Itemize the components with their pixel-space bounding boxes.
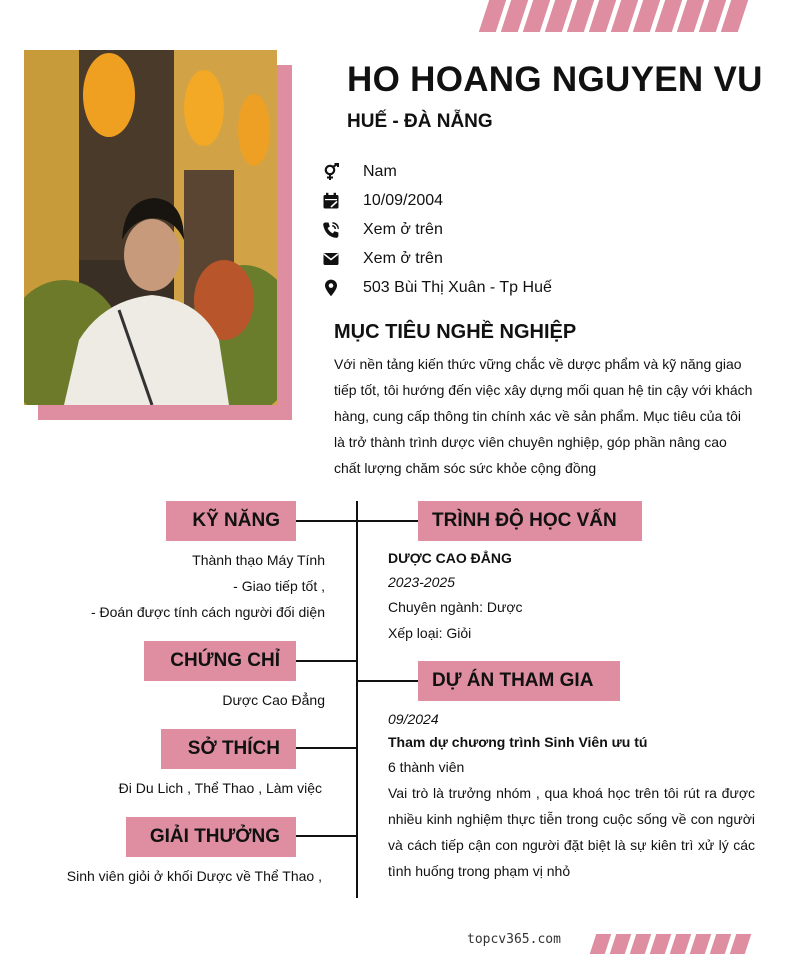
certificate-item: Dược Cao Đẳng — [222, 692, 325, 708]
candidate-name: HO HOANG NGUYEN VU — [347, 60, 763, 99]
education-school: DƯỢC CAO ĐẲNG — [388, 550, 512, 566]
skill-item: Thành thạo Máy Tính — [192, 552, 325, 568]
awards-heading — [126, 817, 296, 857]
project-team: 6 thành viên — [388, 759, 465, 775]
objective-text: Với nền tảng kiến thức vững chắc về dược phẩm và kỹ năng giao tiếp tốt, tôi hướng đến việc xây dựng mối quan hệ tin cậy với khách hàng, cung cấp thông tin chính xác về sản phẩm. Mục tiêu của tôi là trở thành trình dược viên chuyên nghiệp, góp phần nâng cao chất lượng chăm sóc sức khỏe cộng đồng — [334, 356, 753, 476]
education-title: TRÌNH ĐỘ HỌC VẤN — [432, 510, 617, 531]
awards-title: GIẢI THƯỞNG — [149, 826, 280, 847]
connector-education — [357, 520, 418, 522]
info-gender — [322, 161, 397, 183]
connector-hobbies — [296, 747, 357, 749]
envelope-icon — [322, 250, 340, 268]
info-birthdate — [322, 190, 443, 212]
timeline-vertical-line — [356, 501, 358, 898]
info-address — [322, 277, 552, 299]
certificates-heading — [144, 641, 296, 681]
gender-text: Nam — [363, 163, 397, 180]
info-phone — [322, 219, 443, 241]
award-item: Sinh viên giỏi ở khối Dược về Thể Thao , — [66, 868, 322, 884]
skills-title: KỸ NĂNG — [192, 510, 280, 531]
education-rank: Xếp loại: Giỏi — [388, 625, 472, 641]
education-heading — [418, 501, 642, 541]
project-name: Tham dự chương trình Sinh Viên ưu tú — [388, 734, 648, 750]
connector-certificates — [296, 660, 357, 662]
phone-icon — [322, 221, 340, 239]
candidate-location: HUẾ - ĐÀ NẴNG — [347, 111, 493, 132]
footer-brand: topcv365.com — [467, 932, 561, 947]
birthdate-text: 10/09/2004 — [363, 192, 444, 209]
calendar-icon — [322, 192, 340, 210]
projects-title: DỰ ÁN THAM GIA — [432, 670, 594, 691]
email-text: Xem ở trên — [363, 250, 443, 267]
project-date: 09/2024 — [388, 711, 439, 727]
projects-heading — [418, 661, 620, 701]
info-email — [322, 248, 443, 270]
map-pin-icon — [322, 279, 340, 297]
education-period: 2023-2025 — [388, 574, 455, 590]
connector-projects — [357, 680, 418, 682]
project-description: Vai trò là trưởng nhóm , qua khoá học trên tôi rút ra được nhiều kinh nghiệm thực tiễn trong cuộc sống về con người và cách tiếp cận con người đặt biệt là sự kiên trì xử lý các tình huống trong phạm vị nhỏ — [388, 785, 755, 879]
gender-icon — [322, 163, 340, 181]
phone-text: Xem ở trên — [363, 221, 443, 238]
hobbies-title: SỞ THÍCH — [187, 738, 280, 759]
bottom-decorative-stripes — [593, 934, 748, 954]
connector-awards — [296, 835, 357, 837]
certificates-title: CHỨNG CHỈ — [170, 650, 280, 671]
skills-heading — [166, 501, 296, 541]
address-text: 503 Bùi Thị Xuân - Tp Huế — [363, 279, 552, 296]
skill-item: - Giao tiếp tốt , — [233, 578, 325, 594]
hobby-item: Đi Du Lich , Thể Thao , Làm việc — [118, 780, 322, 796]
hobbies-heading — [161, 729, 296, 769]
objective-title: MỤC TIÊU NGHỀ NGHIỆP — [334, 321, 577, 343]
top-decorative-stripes — [484, 0, 743, 32]
skill-item: - Đoán được tính cách người đối diện — [90, 604, 325, 620]
education-major: Chuyên ngành: Dược — [388, 599, 523, 615]
profile-photo — [24, 50, 277, 405]
connector-skills — [296, 520, 357, 522]
